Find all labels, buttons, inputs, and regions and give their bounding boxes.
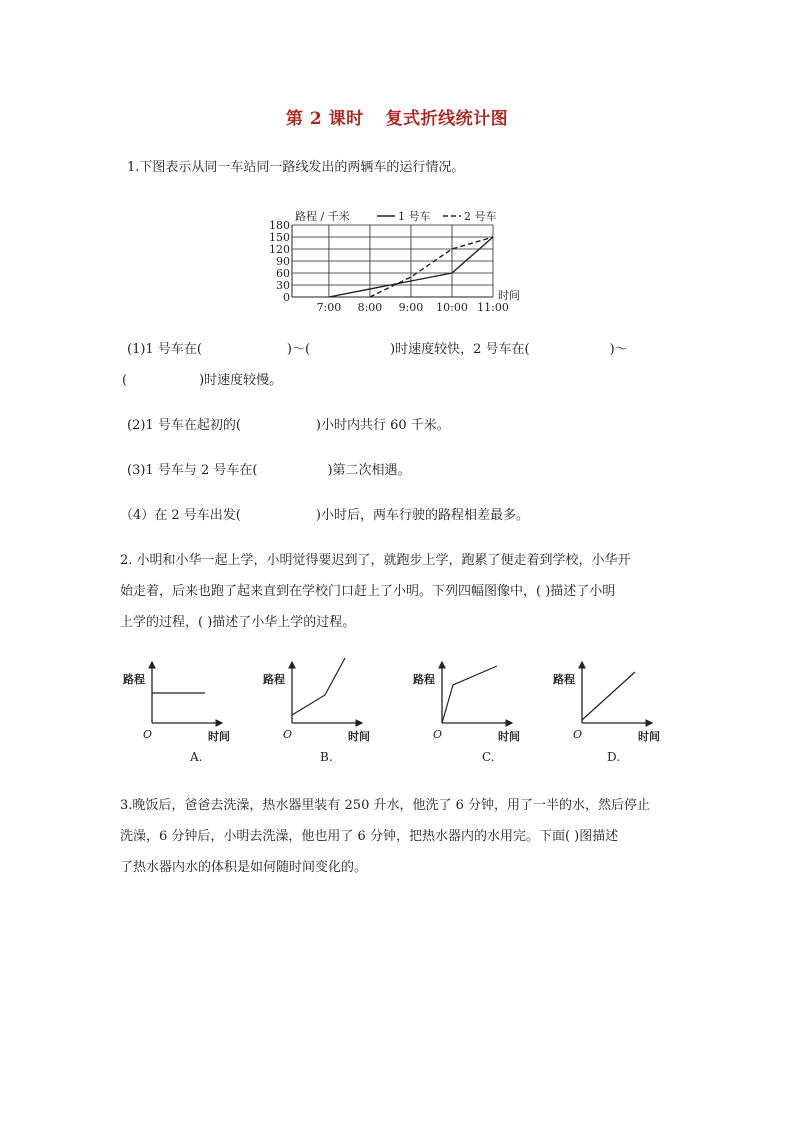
- y-tick-label: 30: [276, 279, 290, 292]
- x-tick-label: 8:00: [357, 301, 383, 314]
- q1-sub1-text-a: (1)1 号车在(: [127, 342, 202, 357]
- q1-sub2-text-a: (2)1 号车在起初的(: [127, 418, 241, 433]
- q1-sub1-text-e: (: [122, 373, 128, 388]
- q1-sub4-text-b: )小时后，两车行驶的路程相差最多。: [315, 508, 529, 523]
- q1-sub4-text-a: （4）在 2 号车出发(: [120, 508, 241, 523]
- legend-label-2: 2 号车: [464, 210, 497, 223]
- q2-line3: 上学的过程，( )描述了小华上学的过程。: [120, 615, 356, 630]
- option-graph-d: [553, 662, 660, 764]
- option-c-xlabel: 时间: [498, 730, 520, 743]
- option-a-xlabel: 时间: [208, 730, 230, 743]
- q1-sub3-text-b: )第二次相遇。: [327, 463, 411, 478]
- q1-sub1-text-b: )～(: [286, 342, 311, 357]
- y-tick-label: 0: [283, 291, 290, 304]
- y-tick-label: 90: [276, 255, 290, 268]
- option-d-origin: O: [573, 728, 583, 741]
- x-tick-label: 11:00: [477, 301, 509, 314]
- q2-line1: 2. 小明和小华一起上学，小明觉得要迟到了，就跑步上学，跑累了便走着到学校，小华开: [120, 553, 631, 568]
- q3-line3: 了热水器内水的体积是如何随时间变化的。: [120, 860, 368, 875]
- lesson-number: 第 2 课时: [285, 109, 364, 129]
- option-c-ylabel: 路程: [413, 673, 435, 686]
- q1-stem: 1.下图表示从同一车站同一路线发出的两辆车的运行情况。: [127, 160, 465, 175]
- y-axis-label: 路程 / 千米: [295, 210, 350, 223]
- lesson-topic: 复式折线统计图: [385, 109, 509, 129]
- option-b-ylabel: 路程: [263, 673, 285, 686]
- y-tick-label: 180: [269, 219, 290, 232]
- q1-sub2-text-b: )小时内共行 60 千米。: [315, 418, 450, 433]
- q1-sub1-line1: [127, 342, 628, 358]
- option-c-label: C.: [482, 750, 495, 764]
- x-axis-label: 时间: [498, 289, 520, 302]
- q2-option-graphs: [115, 650, 675, 770]
- option-b-origin: O: [283, 728, 293, 741]
- q1-sub3: [127, 463, 411, 479]
- q1-sub1-text-c: )时速度较快，2 号车在(: [390, 342, 530, 357]
- option-d-label: D.: [607, 750, 621, 764]
- q1-sub1-text-d: )～: [609, 342, 628, 357]
- q1-sub1-line2: [122, 373, 282, 389]
- x-tick-label: 7:00: [316, 301, 342, 314]
- q1-line-chart: [265, 205, 540, 317]
- option-graph-b: [263, 658, 370, 764]
- q3-line2: 洗澡，6 分钟后，小明去洗澡，他也用了 6 分钟，把热水器内的水用完。下面( )图描述: [120, 829, 619, 844]
- option-c-origin: O: [433, 728, 443, 741]
- x-tick-label: 10:00: [436, 301, 468, 314]
- y-tick-label: 60: [276, 267, 290, 280]
- option-d-ylabel: 路程: [553, 673, 575, 686]
- x-tick-label: 9:00: [398, 301, 424, 314]
- option-graph-c: [413, 662, 520, 764]
- legend-label-1: 1 号车: [398, 210, 431, 223]
- option-b-xlabel: 时间: [348, 730, 370, 743]
- q2-line2: 始走着，后来也跑了起来直到在学校门口赶上了小明。下列四幅图像中，( )描述了小明: [120, 584, 616, 599]
- option-graph-a: [123, 662, 230, 764]
- y-tick-label: 120: [269, 243, 290, 256]
- q1-sub3-text-a: (3)1 号车与 2 号车在(: [127, 463, 258, 478]
- q1-sub1-text-f: )时速度较慢。: [199, 373, 283, 388]
- q1-sub4: [120, 508, 529, 524]
- q1-sub2: [127, 418, 450, 434]
- y-tick-label: 150: [269, 231, 290, 244]
- option-a-ylabel: 路程: [123, 673, 145, 686]
- series-line-2: [370, 237, 493, 297]
- option-b-label: B.: [320, 750, 333, 764]
- q3-line1: 3.晚饭后，爸爸去洗澡，热水器里装有 250 升水，他洗了 6 分钟，用了一半的水，然后停止: [120, 798, 651, 813]
- option-a-origin: O: [143, 728, 153, 741]
- option-d-xlabel: 时间: [638, 730, 660, 743]
- option-a-label: A.: [190, 750, 203, 764]
- page-title: [0, 104, 794, 129]
